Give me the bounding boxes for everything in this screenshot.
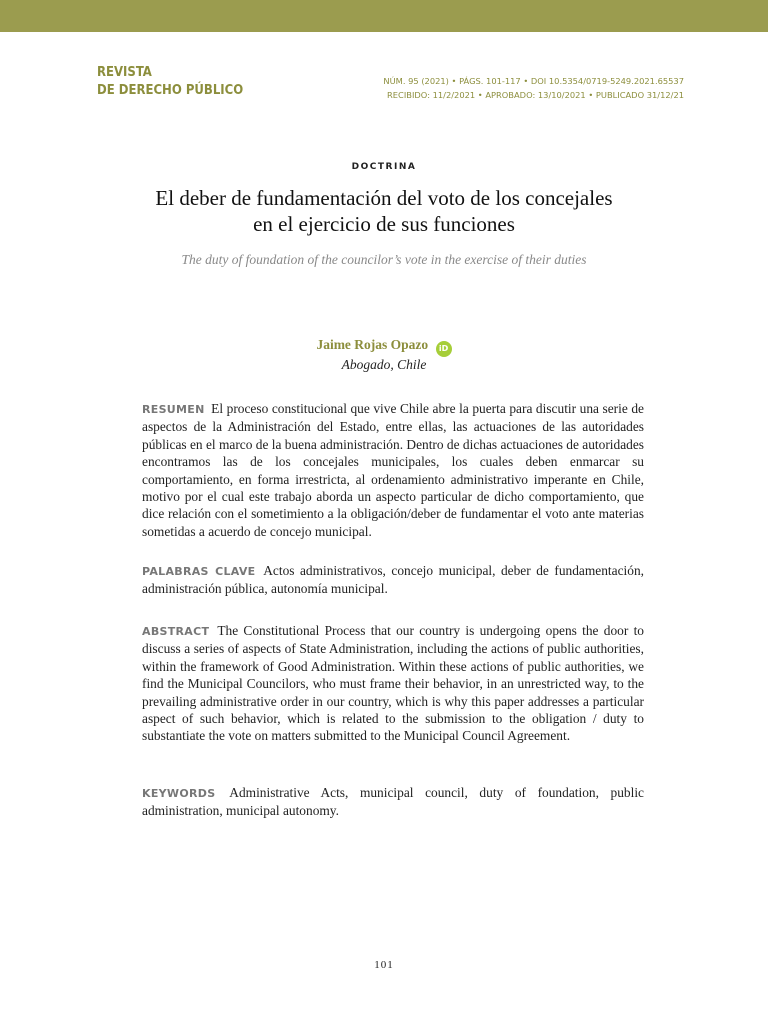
palabras-clave-text: Actos administrativos, concejo municipal, deber de fundamentación, administración pública, autonomía municipal. — [142, 563, 644, 597]
palabras-clave-paragraph — [142, 562, 644, 598]
author-affiliation: Abogado, Chile — [341, 357, 427, 372]
abstract-label: ABSTRACT — [142, 625, 210, 638]
resumen-label: RESUMEN — [142, 403, 205, 416]
meta-issue-doi: NÚM. 95 (2021) • PÁGS. 101-117 • DOI 10.5354/0719-5249.2021.65537 — [383, 76, 684, 86]
page-number: 101 — [374, 959, 394, 971]
journal-name-line2: DE DERECHO PÚBLICO — [97, 83, 244, 98]
keywords-paragraph — [142, 784, 644, 820]
header-bar — [0, 0, 768, 32]
abstract-paragraph — [142, 622, 644, 745]
article-title — [84, 185, 684, 237]
abstract-text: The Constitutional Process that our country is undergoing opens the door to discuss a series of aspects of State Administration, including the actions of public authorities, within the framework of Good Administration. Within these actions of public authorities, we find the Municipal Councilors, who must frame their behavior, in an unrestricted way, to the prevailing administrative order in our country, which is why this paper addresses a particular aspect of such behavior, which is related to the submission to the obligation / duty to substantiate the vote on matters submitted to the Municipal Council Agreement. — [142, 623, 644, 744]
journal-name-line1: REVISTA — [97, 65, 152, 80]
keywords-text: Administrative Acts, municipal council, duty of foundation, public administration, municipal autonomy. — [142, 785, 644, 819]
keywords-label: KEYWORDS — [142, 787, 216, 800]
author-line — [0, 337, 768, 357]
resumen-paragraph — [142, 400, 644, 540]
article-subtitle: The duty of foundation of the councilor’s vote in the exercise of their duties — [181, 252, 587, 267]
section-label: DOCTRINA — [351, 162, 417, 172]
author-name: Jaime Rojas Opazo — [316, 337, 429, 352]
resumen-text: El proceso constitucional que vive Chile abre la puerta para discutir una serie de aspectos de la Administración del Estado, entre ellas, las actuaciones de las autoridades públicas en el marco de la buena administración. Dentro de dichas actuaciones de autoridades encontramos las de los concejales municipales, los cuales deben enmarcar su comportamiento, en forma irrestricta, al ordenamiento administrativo imperante en Chile, motivo por el cual este trabajo aborda un aspecto particular de dicho comportamiento, que dice relación con el sometimiento a la obligación/deber de fundamentar el voto ante materias sometidas a acuerdo de concejo municipal. — [142, 401, 644, 539]
journal-name — [97, 64, 243, 100]
orcid-icon[interactable]: iD — [436, 341, 452, 357]
publication-meta — [383, 74, 684, 102]
title-line2: en el ejercicio de sus funciones — [253, 212, 515, 236]
title-line1: El deber de fundamentación del voto de los concejales — [155, 186, 613, 210]
meta-dates: RECIBIDO: 11/2/2021 • APROBADO: 13/10/2021 • PUBLICADO 31/12/21 — [387, 90, 684, 100]
palabras-clave-label: PALABRAS CLAVE — [142, 565, 256, 578]
